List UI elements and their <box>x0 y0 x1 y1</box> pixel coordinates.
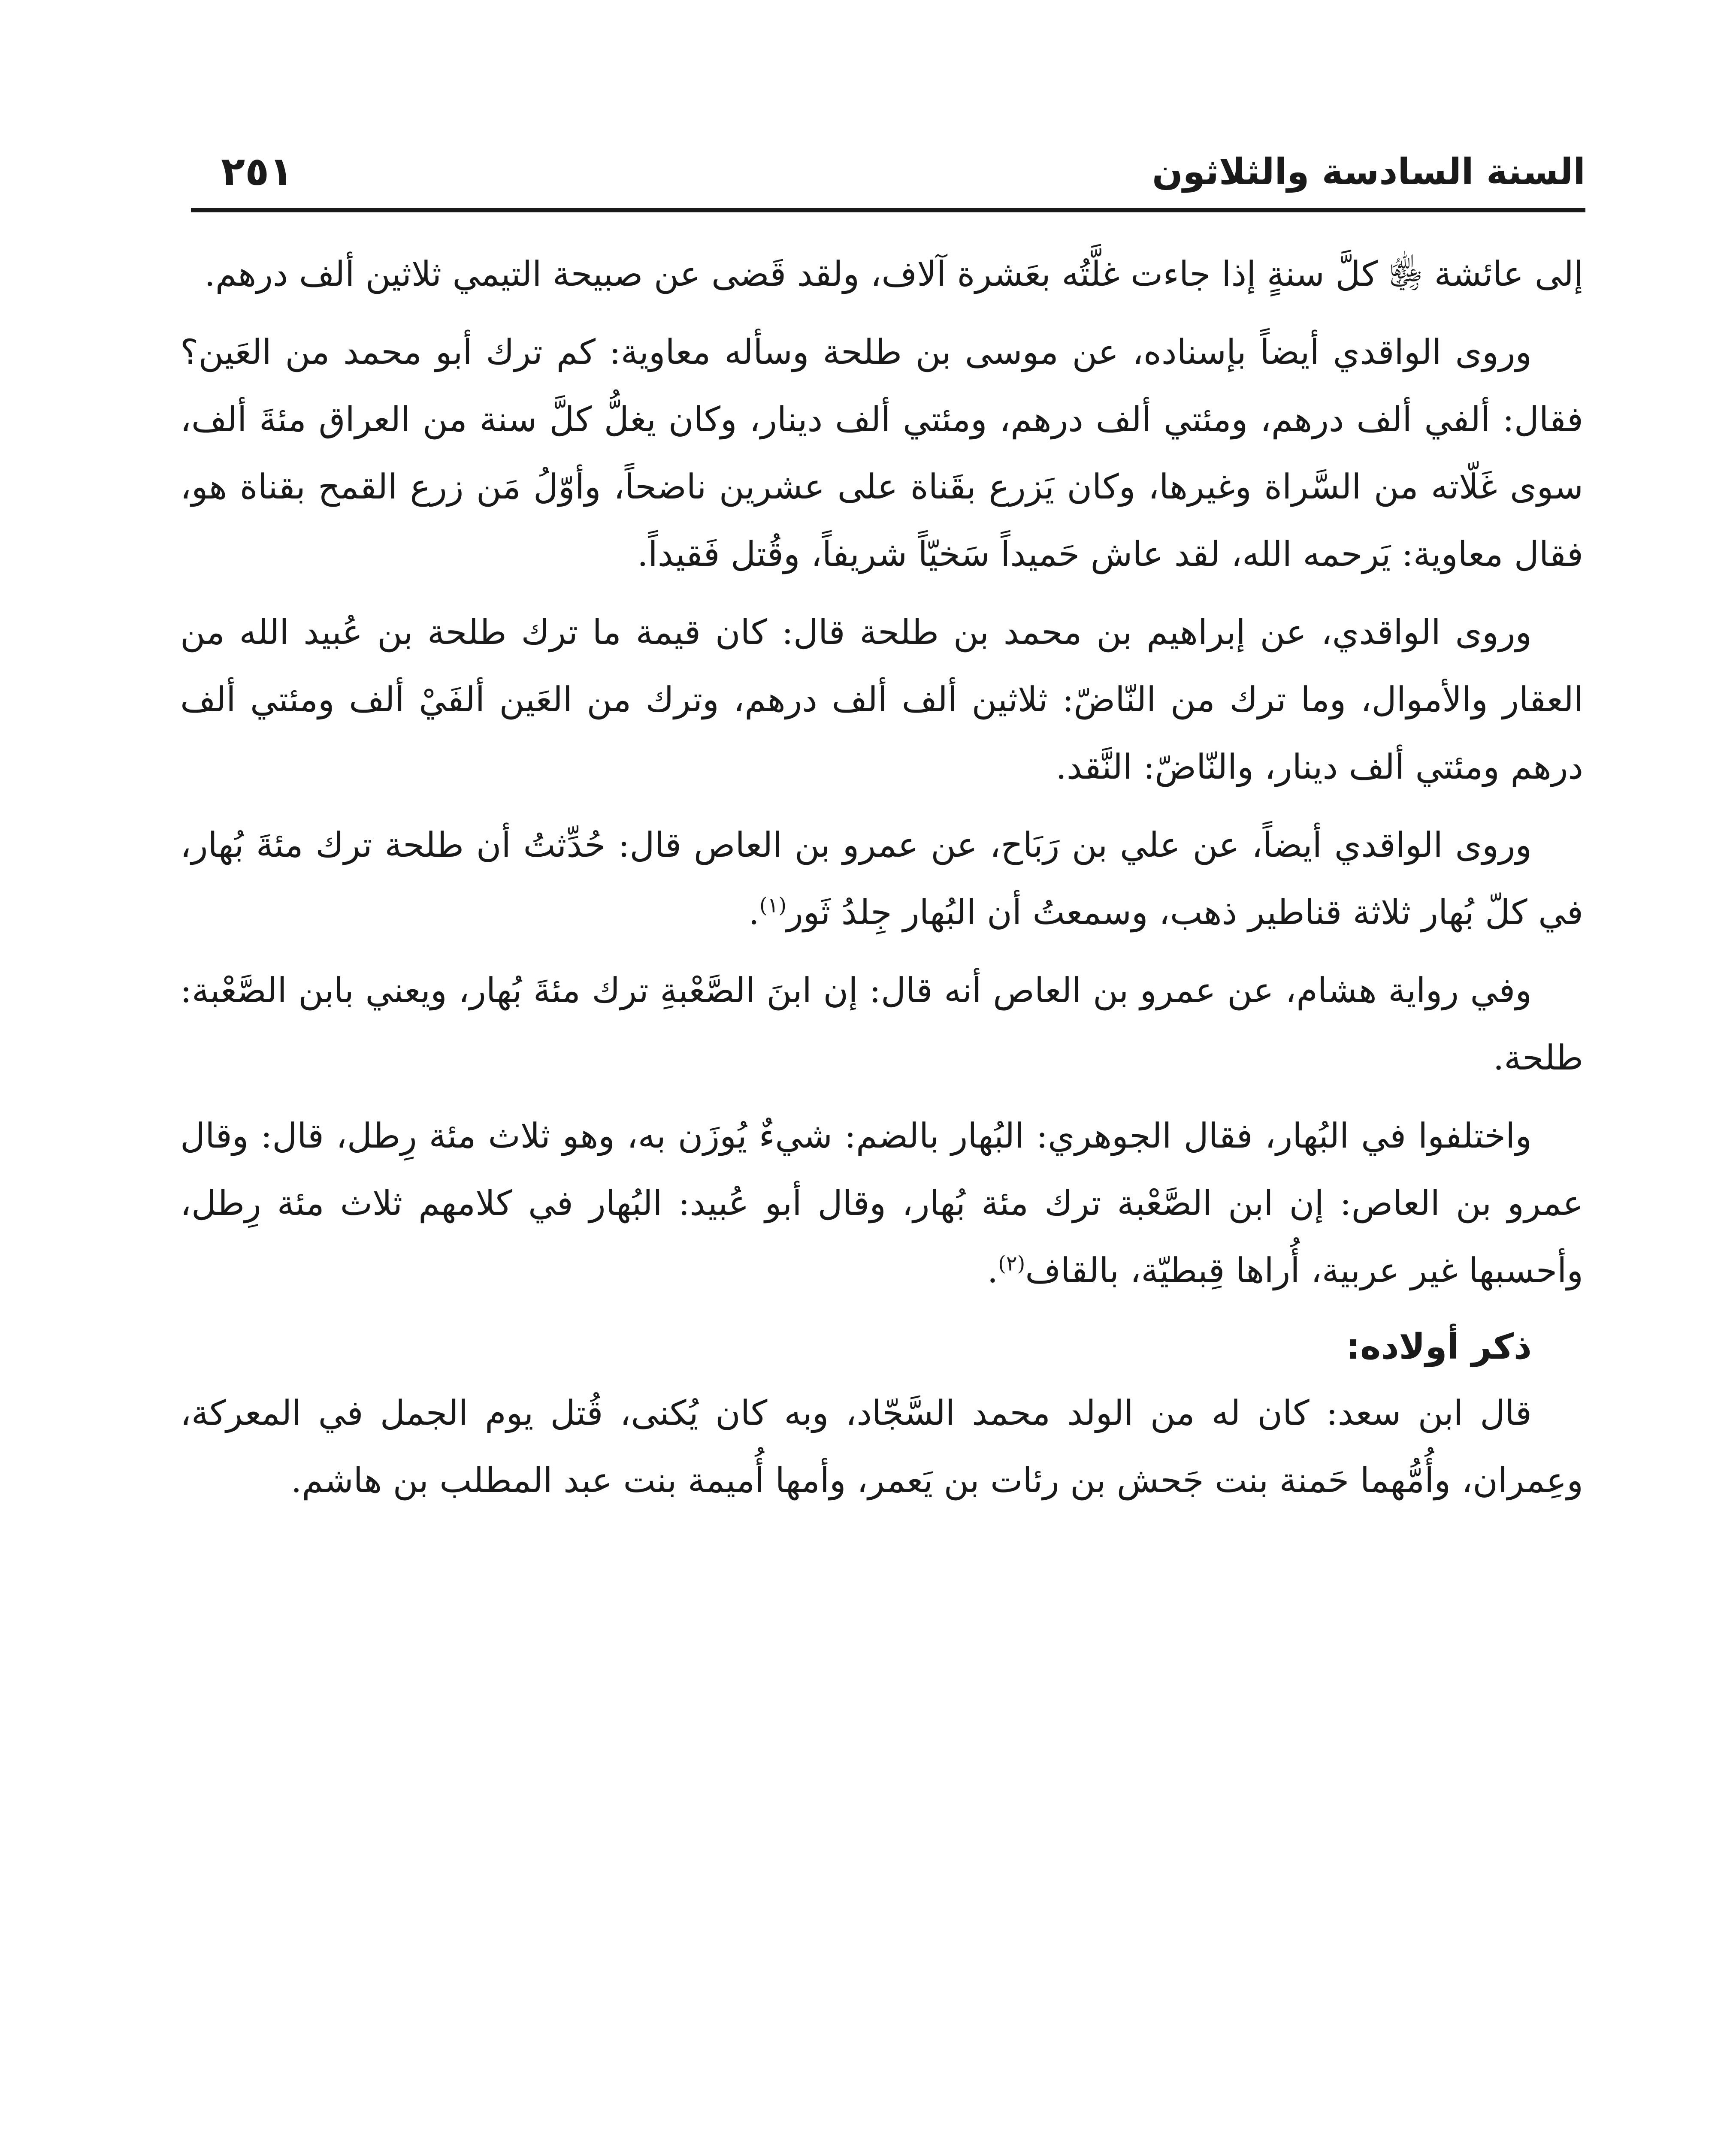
paragraph-4-end: . <box>748 892 759 932</box>
paragraph-6-text: واختلفوا في البُهار، فقال الجوهري: البُهار بالضم: شيءٌ يُوزَن به، وهو ثلاث مئة رِطل، قال: وقال عمرو بن العاص: إن ابن الصَّعْبة ترك مئة بُهار، وقال أبو عُبيد: البُهار في كلامهم ثلاث مئة رِطل، وأحسبها غير عربية، أُراها قِبطيّة، بالقاف <box>180 1116 1584 1290</box>
footnote-ref-2[interactable]: (٢) <box>998 1251 1025 1276</box>
paragraph-4-text: وروى الواقدي أيضاً، عن علي بن رَبَاح، عن عمرو بن العاص قال: حُدِّثتُ أن طلحة ترك مئةَ بُهار، في كلّ بُهار ثلاثة قناطير ذهب، وسمعتُ أن البُهار جِلدُ ثَور <box>180 825 1583 932</box>
paragraph-4 <box>180 811 1583 946</box>
footnote-ref-1[interactable]: (١) <box>759 893 787 918</box>
paragraph-7: قال ابن سعد: كان له من الولد محمد السَّجّاد، وبه كان يُكنى، قُتل يوم الجمل في المعركة، وعِمران، وأُمُّهما حَمنة بنت جَحش بن رئات بن يَعمر، وأمها أُميمة بنت عبد المطلب بن هاشم. <box>180 1393 1583 1500</box>
paragraph-2: وروى الواقدي أيضاً بإسناده، عن موسى بن طلحة وسأله معاوية: كم ترك أبو محمد من العَين؟ فقال: ألفي ألف درهم، ومئتي ألف درهم، ومئتي ألف دينار، وكان يغلُّ كلَّ سنة من العراق مئةَ ألف، سوى غَلّاته من السَّراة وغيرها، وكان يَزرع بقَناة على عشرين ناضحاً، وأوّلُ مَن زرع القمح بقناة هو، فقال معاوية: يَرحمه الله، لقد عاش حَميداً سَخيّاً شريفاً، وقُتل فَقيداً. <box>180 332 1584 574</box>
paragraph-6 <box>180 1102 1583 1304</box>
page-header <box>191 129 1585 206</box>
paragraph-5: وفي رواية هشام، عن عمرو بن العاص أنه قال: إن ابنَ الصَّعْبةِ ترك مئةَ بُهار، ويعني بابن الصَّعْبة: طلحة. <box>180 970 1583 1078</box>
paragraph-3: وروى الواقدي، عن إبراهيم بن محمد بن طلحة قال: كان قيمة ما ترك طلحة بن عُبيد الله من العقار والأموال، وما ترك من النّاضّ: ثلاثين ألف ألف درهم، وترك من العَين ألفَيْ ألف ومئتي ألف درهم ومئتي ألف دينار، والنّاضّ: النَّقد. <box>180 612 1583 787</box>
section-heading: ذكر أولاده: <box>1346 1326 1532 1367</box>
paragraph-6-end: . <box>987 1251 998 1290</box>
header-divider <box>191 208 1585 212</box>
running-title: السنة السادسة والثلاثون <box>1152 151 1585 193</box>
main-text <box>180 240 1583 1525</box>
paragraph-1: إلى عائشة ﵂ كلَّ سنةٍ إذا جاءت غلَّتُه بعَشرة آلاف، ولقد قَضى عن صبيحة التيمي ثلاثين ألف درهم. <box>204 254 1583 294</box>
page-number: ٢٥١ <box>221 148 293 194</box>
